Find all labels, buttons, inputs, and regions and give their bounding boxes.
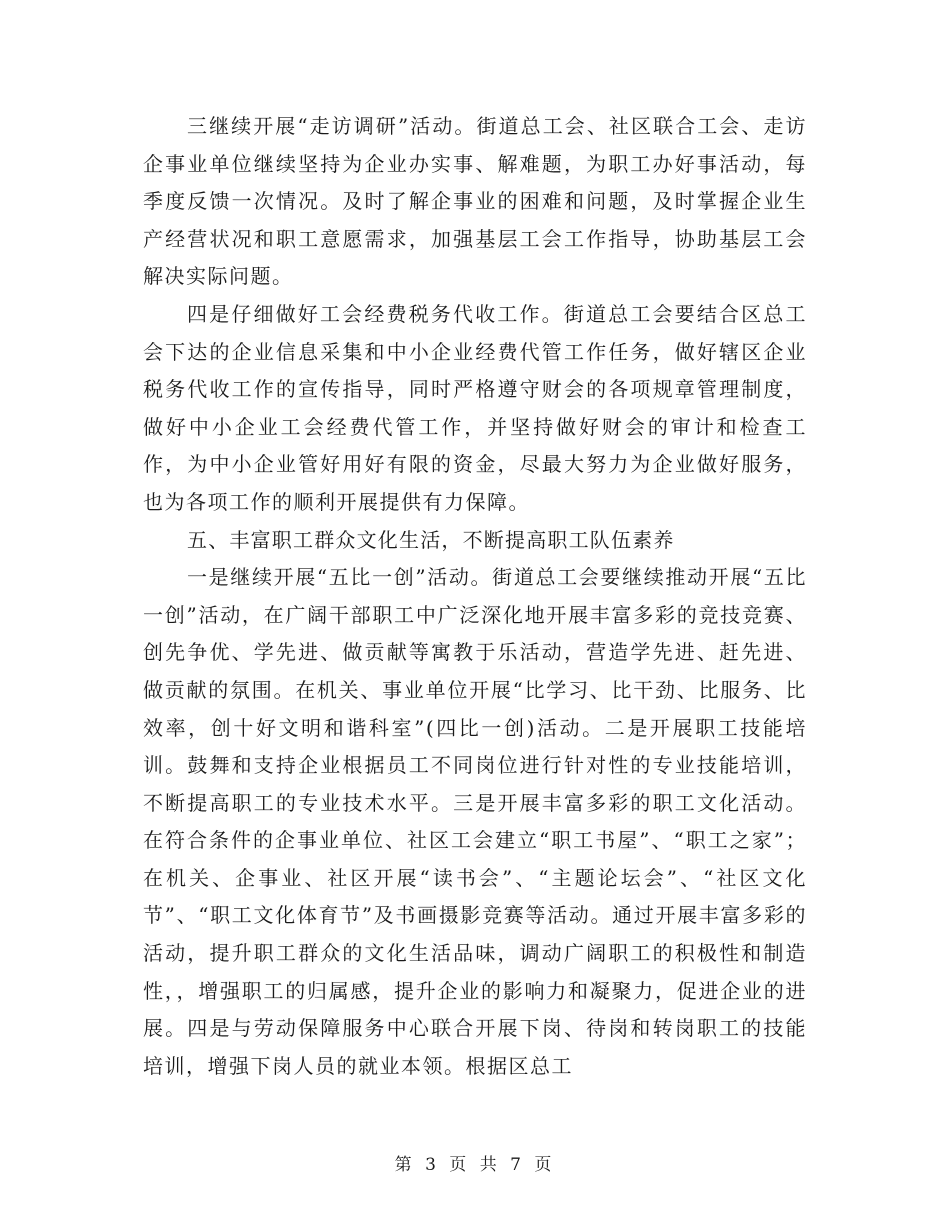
- page-number-footer: 第 3 页 共 7 页: [394, 1155, 556, 1175]
- paragraph-visit-research: 三继续开展“走访调研”活动。街道总工会、社区联合工会、走访企事业单位继续坚持为企业办实事、解难题，为职工办好事活动，每季度反馈一次情况。及时了解企事业的困难和问题，及时掌握企业生产经营状况和职工意愿需求，加强基层工会工作指导，协助基层工会解决实际问题。: [143, 114, 807, 289]
- paragraph-five-compare-one-create: 一是继续开展“五比一创”活动。街道总工会要继续推动开展“五比一创”活动，在广阔干部职工中广泛深化地开展丰富多彩的竞技竞赛、创先争优、学先进、做贡献等寓教于乐活动，营造学先进、赶先进、做贡献的氛围。在机关、事业单位开展“比学习、比干劲、比服务、比效率，创十好文明和谐科室”(四比一创)活动。二是开展职工技能培训。鼓舞和支持企业根据员工不同岗位进行针对性的专业技能培训，不断提高职工的专业技术水平。三是开展丰富多彩的职工文化活动。在符合条件的企事业单位、社区工会建立“职工书屋”、“职工之家”；在机关、企事业、社区开展“读书会”、“主题论坛会”、“社区文化节”、“职工文化体育节”及书画摄影竞赛等活动。通过开展丰富多彩的活动，提升职工群众的文化生活品味，调动广阔职工的积极性和制造性，，增强职工的归属感，提升企业的影响力和凝聚力，促进企业的进展。四是与劳动保障服务中心联合开展下岗、待岗和转岗职工的技能培训，增强下岗人员的就业本领。根据区总工: [143, 565, 807, 1078]
- paragraph-tax-collection: 四是仔细做好工会经费税务代收工作。街道总工会要结合区总工会下达的企业信息采集和中小企业经费代管工作任务，做好辖区企业税务代收工作的宣传指导，同时严格遵守财会的各项规章管理制度，做好中小企业工会经费代管工作，并坚持做好财会的审计和检查工作，为中小企业管好用好有限的资金，尽最大努力为企业做好服务，也为各项工作的顺利开展提供有力保障。: [143, 301, 807, 514]
- section-heading-culture: 五、丰富职工群众文化生活，不断提高职工队伍素养: [187, 527, 675, 552]
- body-text: [143, 108, 807, 1085]
